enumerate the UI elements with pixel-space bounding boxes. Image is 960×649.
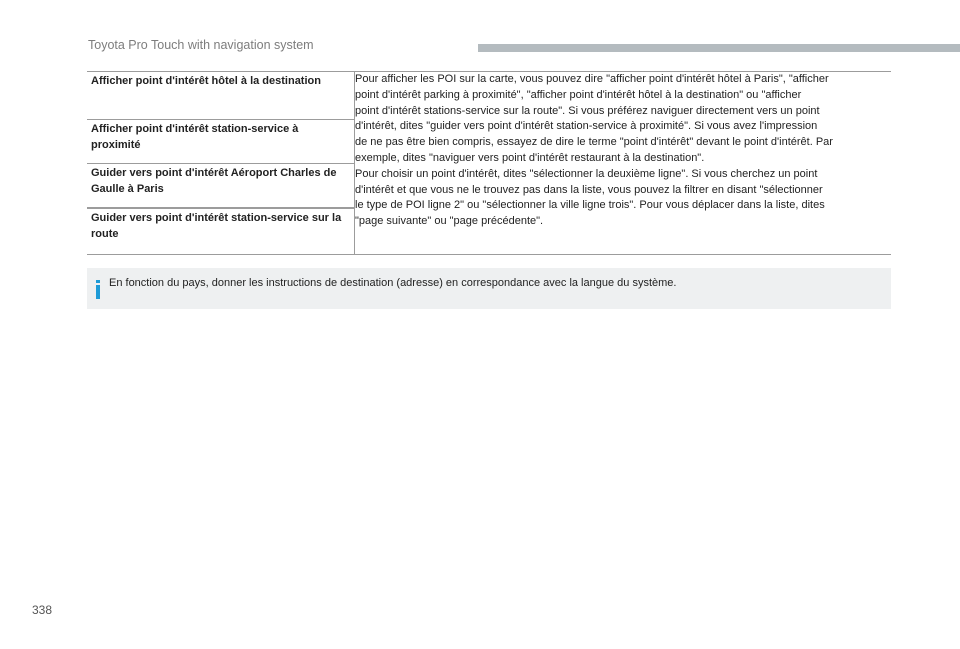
description-line: point d'intérêt parking à proximité", "afficher point d'intérêt hôtel à la destination" ou "afficher — [355, 88, 802, 101]
description-line: Pour choisir un point d'intérêt, dites "sélectionner la deuxième ligne". Si vous cherchez un point — [355, 167, 818, 180]
page-number: 338 — [32, 603, 53, 617]
description-line: exemple, dites "naviguer vers point d'intérêt restaurant à la destination". — [355, 151, 705, 164]
header-title: Toyota Pro Touch with navigation system — [88, 38, 314, 52]
description-line: "page suivante" ou "page précédente". — [355, 215, 544, 228]
info-text: En fonction du pays, donner les instructions de destination (adresse) en correspondance avec la langue du système. — [109, 277, 677, 289]
header-bar — [478, 44, 960, 52]
description-line: le type de POI ligne 2" ou "sélectionner la ville ligne trois". Pour vous déplacer dans la liste, dites — [355, 199, 825, 212]
command-label: Afficher point d'intérêt hôtel à la destination — [87, 72, 354, 120]
description-line: point d'intérêt stations-service sur la route". Si vous préférez naviguer directement vers un point — [355, 104, 820, 117]
description-line: de ne pas être bien compris, essayez de dire le terme "point d'intérêt" devant le point d'intérêt. Par — [355, 136, 833, 149]
description-line: Pour afficher les POI sur la carte, vous pouvez dire "afficher point d'intérêt hôtel à Paris", "afficher — [355, 73, 829, 85]
commands-column — [87, 72, 355, 255]
description-line: d'intérêt et que vous ne le trouvez pas dans la liste, vous pouvez la filtrer en disant "sélectionner — [355, 183, 823, 196]
info-icon — [96, 280, 100, 299]
command-label: Afficher point d'intérêt station-service à proximité — [87, 120, 354, 164]
description-line: d'intérêt, dites "guider vers point d'intérêt station-service à proximité". Si vous avez l'impression — [355, 120, 818, 133]
voice-commands-table — [87, 71, 891, 255]
command-label: Guider vers point d'intérêt station-service sur la route — [87, 208, 354, 254]
command-label: Guider vers point d'intérêt Aéroport Charles de Gaulle à Paris — [87, 164, 354, 208]
description-column — [355, 72, 892, 255]
info-note — [87, 268, 891, 309]
